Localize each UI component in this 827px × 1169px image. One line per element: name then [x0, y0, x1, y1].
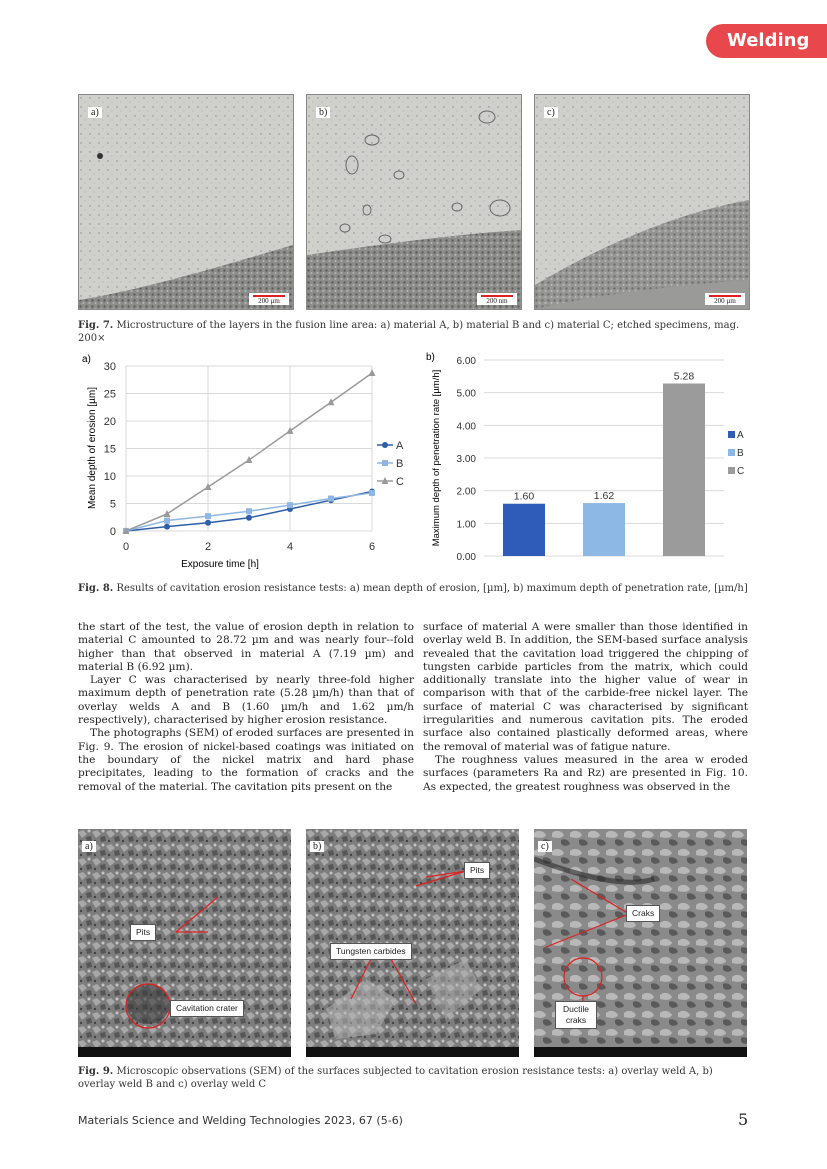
data-point-B [246, 508, 252, 514]
legend-label-C: C [396, 476, 404, 488]
y-tick-label: 1.00 [456, 519, 476, 531]
data-point-A [246, 515, 252, 521]
data-point-C [246, 456, 253, 463]
data-point-C [164, 510, 171, 517]
caption-text: Microstructure of the layers in the fusion line area: a) material A, b) material B and c) material C; etched specimens, mag. 200× [78, 320, 740, 344]
legend-swatch-A [728, 431, 735, 438]
bar-C [663, 384, 705, 556]
erosion-depth-line-chart [76, 348, 406, 588]
y-tick-label: 20 [103, 416, 116, 428]
legend-swatch-B [728, 449, 735, 456]
panel-label: b) [310, 841, 324, 852]
data-point-A [164, 524, 170, 530]
data-point-C [287, 427, 294, 434]
paragraph: The photographs (SEM) of eroded surfaces are presented in Fig. 9. The erosion of nickel-based coatings was initiated on the boundary of the nickel matrix and hard phase precipitates, leading to the formation of cracks and the removal of the material. The cavitation pits present on the [78, 727, 414, 793]
bar-value-label: 5.28 [673, 370, 695, 383]
fig9-panel-b [306, 829, 519, 1057]
caption-number: Fig. 7. [78, 320, 114, 331]
y-tick-label: 5.00 [456, 388, 476, 400]
page-number: 5 [738, 1110, 749, 1129]
callout-text: Ductile craks [563, 1004, 589, 1025]
y-tick-label: 2.00 [456, 486, 476, 498]
callout-pits: Pits [464, 862, 490, 879]
panel-label: c) [544, 107, 558, 118]
legend-label-C: C [737, 466, 745, 477]
micrograph-c-image [535, 95, 749, 309]
bar-B [583, 503, 625, 556]
fig7-caption [78, 319, 758, 345]
fig7-panel-b [306, 94, 522, 310]
data-point-A [205, 520, 211, 526]
y-tick-label: 25 [103, 388, 116, 401]
y-tick-label: 15 [103, 443, 116, 456]
micrograph-a-image [79, 95, 293, 309]
series-line-C [126, 373, 372, 531]
caption-text: Microscopic observations (SEM) of the surfaces subjected to cavitation erosion resistance tests: a) overlay weld A, b) overlay weld B and c) overlay weld C [78, 1066, 713, 1090]
x-tick-label: 0 [122, 541, 130, 553]
body-column-left [78, 621, 414, 794]
panel-label: c) [538, 841, 552, 852]
callout-ductile-craks [555, 1001, 597, 1029]
data-point-B [287, 502, 293, 508]
legend-label-B: B [396, 458, 404, 470]
scale-bar: 200 µm [249, 293, 289, 305]
paragraph: the start of the test, the value of erosion depth in relation to material C amounted to 28.72 µm and was nearly four--fold higher than that observed in material A (7.19 µm) and material B (6.92 µm). [78, 621, 414, 673]
data-point-B [369, 490, 375, 496]
section-tag: Welding [706, 24, 827, 58]
panel-label: a) [82, 841, 96, 852]
fig7-panel-c [534, 94, 750, 310]
y-tick-label: 3.00 [456, 454, 476, 465]
body-column-right [423, 621, 748, 794]
paragraph: Layer C was characterised by nearly three-fold higher maximum depth of penetration rate (5.28 µm/h) than that of overlay welds A and B (1.60 µm/h and 1.62 µm/h respectively), characterised by higher erosion resistance. [78, 674, 414, 727]
scale-bar: 200 µm [705, 293, 745, 305]
y-tick-label: 4.00 [456, 421, 476, 433]
fig9-panel-c [534, 829, 747, 1057]
legend-swatch-C [728, 467, 735, 474]
bar-value-label: 1.62 [593, 490, 615, 503]
micrograph-b-image [307, 95, 521, 309]
fig9-caption [78, 1065, 748, 1091]
data-point-C [328, 398, 335, 405]
y-tick-label: 30 [103, 361, 116, 373]
data-point-B [164, 518, 170, 524]
x-tick-label: 4 [286, 541, 294, 553]
bar-A [503, 504, 545, 556]
paragraph: The roughness values measured in the area w eroded surfaces (parameters Ra and Rz) are presented in Fig. 10. As expected, the greatest roughness was observed in the [423, 753, 748, 793]
legend-label-B: B [737, 448, 744, 459]
legend-marker-A [382, 442, 388, 448]
penetration-rate-bar-chart [424, 346, 764, 576]
sem-info-bar [534, 1047, 747, 1057]
chart-panel-label: b) [426, 352, 435, 363]
y-tick-label: 0.00 [456, 552, 476, 563]
callout-cavitation-crater: Cavitation crater [170, 1000, 244, 1017]
callout-pits: Pits [130, 924, 156, 941]
legend-label-A: A [737, 430, 744, 441]
bar-value-label: 1.60 [513, 490, 535, 503]
caption-text: Results of cavitation erosion resistance tests: a) mean depth of erosion, [µm], b) maximum depth of penetration rate, [µm/h] [113, 583, 748, 594]
x-tick-label: 6 [368, 541, 376, 553]
data-point-C [205, 483, 212, 490]
y-axis-label: Maximum depth of penetration rate [µm/h] [431, 369, 442, 547]
panel-label: b) [316, 107, 330, 118]
fig8-caption [78, 582, 758, 595]
x-axis-label: Exposure time [h] [181, 559, 259, 570]
data-point-B [205, 513, 211, 519]
data-point-B [328, 496, 334, 502]
fig7-panel-a [78, 94, 294, 310]
sem-info-bar [78, 1047, 291, 1057]
chart-panel-label: a) [82, 354, 91, 365]
y-tick-label: 6.00 [456, 356, 476, 367]
caption-number: Fig. 9. [78, 1066, 114, 1077]
journal-footer: Materials Science and Welding Technologies 2023, 67 (5-6) [78, 1114, 403, 1127]
y-tick-label: 10 [103, 471, 116, 483]
y-tick-label: 5 [109, 498, 116, 511]
y-tick-label: 0 [109, 526, 116, 538]
legend-marker-B [382, 460, 388, 466]
y-axis-label: Mean depth of erosion [µm] [87, 387, 98, 509]
x-tick-label: 2 [204, 541, 212, 553]
legend-label-A: A [396, 440, 404, 452]
panel-label: a) [88, 107, 102, 118]
callout-craks: Craks [626, 905, 660, 922]
caption-number: Fig. 8. [78, 583, 114, 594]
sem-info-bar [306, 1047, 519, 1057]
fig9-panel-a [78, 829, 291, 1057]
scale-bar: 200 nm [477, 293, 517, 305]
paragraph: surface of material A were smaller than those identified in overlay weld B. In addition, the SEM-based surface analysis revealed that the cavitation load triggered the chipping of tungsten carbide particles from the matrix, which could additionally translate into the higher value of wear in comparison with that of the carbide-free nickel layer. The surface of material C was characterised by significant irregularities and numerous cavitation pits. The eroded surface also contained plastically deformed areas, where the removal of material was of fatigue nature. [423, 621, 748, 753]
data-point-C [369, 369, 376, 376]
callout-tungsten-carbides: Tungsten carbides [330, 943, 412, 960]
